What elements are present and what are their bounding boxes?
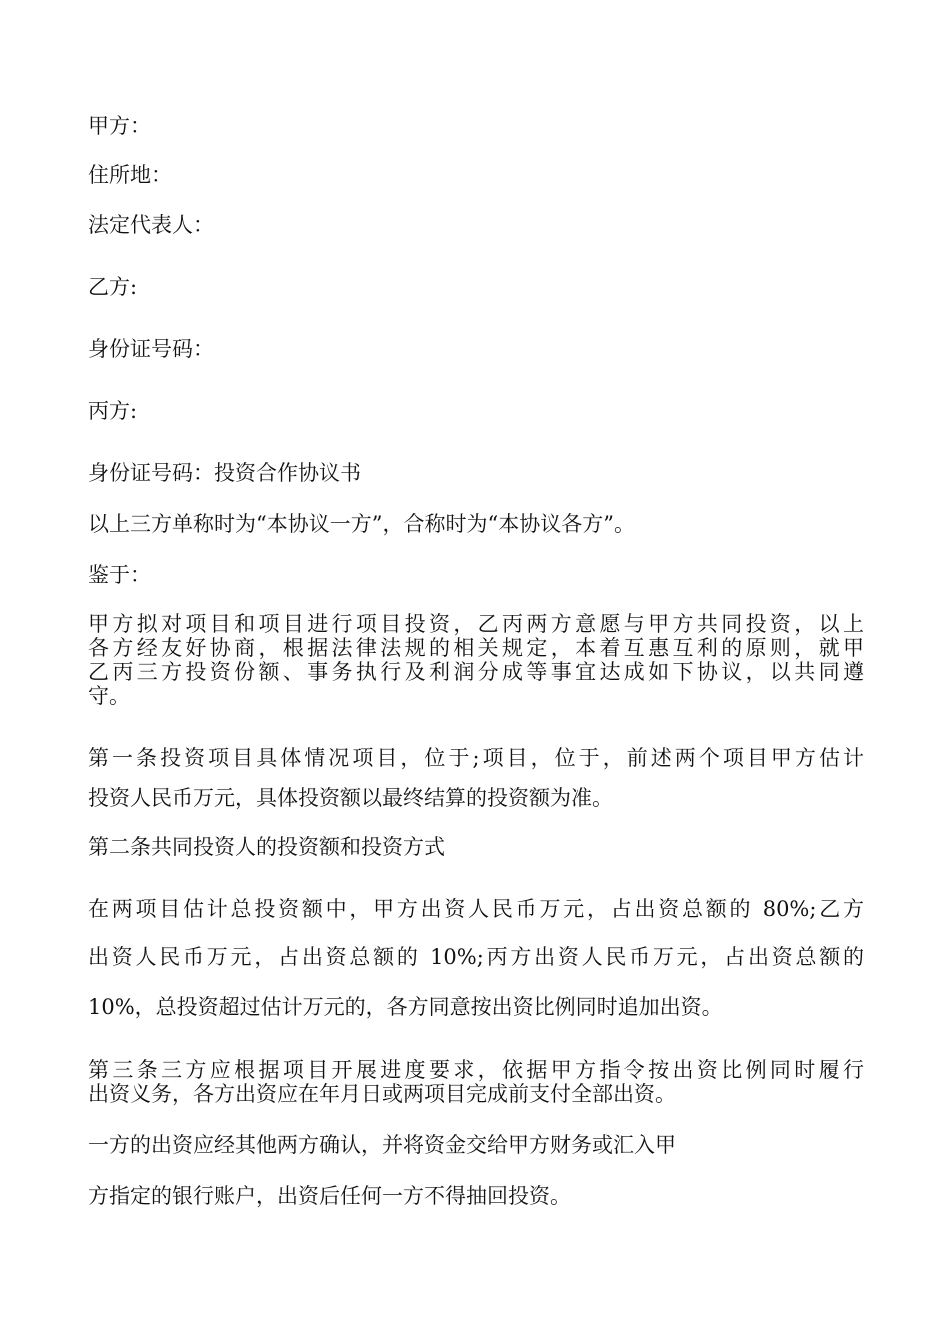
party-b-label: 乙方:	[88, 275, 138, 299]
preamble-paragraph	[88, 612, 864, 708]
preamble-line: 守。	[88, 684, 130, 708]
preamble-line: 乙丙三方投资份额、事务执行及利润分成等事宜达成如下协议，以共同遵	[88, 660, 864, 684]
article-3-paragraph	[88, 1058, 864, 1106]
address-label: 住所地：	[88, 163, 172, 187]
article-1-line: 第一条投资项目具体情况项目，位于;项目，位于，前述两个项目甲方估计	[88, 746, 864, 770]
legal-representative-label: 法定代表人：	[88, 213, 214, 237]
party-b-id-label: 身份证号码：	[88, 337, 214, 361]
article-3-line: 出资义务，各方出资应在年月日或两项目完成前支付全部出资。	[88, 1082, 676, 1106]
party-c-id-and-title: 身份证号码：投资合作协议书	[88, 461, 361, 485]
article-3-confirm-line: 一方的出资应经其他两方确认，并将资金交给甲方财务或汇入甲	[88, 1133, 676, 1157]
party-a-label: 甲方：	[88, 114, 151, 138]
preamble-line: 各方经友好协商，根据法律法规的相关规定，本着互惠互利的原则，就甲	[88, 636, 864, 660]
whereas-heading: 鉴于：	[88, 563, 151, 587]
article-3-line: 第三条三方应根据项目开展进度要求，依据甲方指令按出资比例同时履行	[88, 1058, 864, 1082]
party-c-label: 丙方:	[88, 399, 138, 423]
article-2-line: 在两项目估计总投资额中，甲方出资人民币万元，占出资总额的 80%;乙方	[88, 897, 864, 921]
preamble-line: 甲方拟对项目和项目进行项目投资，乙丙两方意愿与甲方共同投资，以上	[88, 612, 864, 636]
definition-paragraph: 以上三方单称时为“本协议一方”，合称时为“本协议各方”。	[88, 512, 635, 536]
article-2-line: 出资人民币万元，占出资总额的 10%;丙方出资人民币万元，占出资总额的	[88, 945, 864, 969]
article-2-title: 第二条共同投资人的投资额和投资方式	[88, 835, 445, 859]
article-2-line: 10%，总投资超过估计万元的，各方同意按出资比例同时追加出资。	[88, 995, 723, 1019]
article-1-line: 投资人民币万元，具体投资额以最终结算的投资额为准。	[88, 786, 613, 810]
article-3-confirm-line: 方指定的银行账户，出资后任何一方不得抽回投资。	[88, 1184, 571, 1208]
